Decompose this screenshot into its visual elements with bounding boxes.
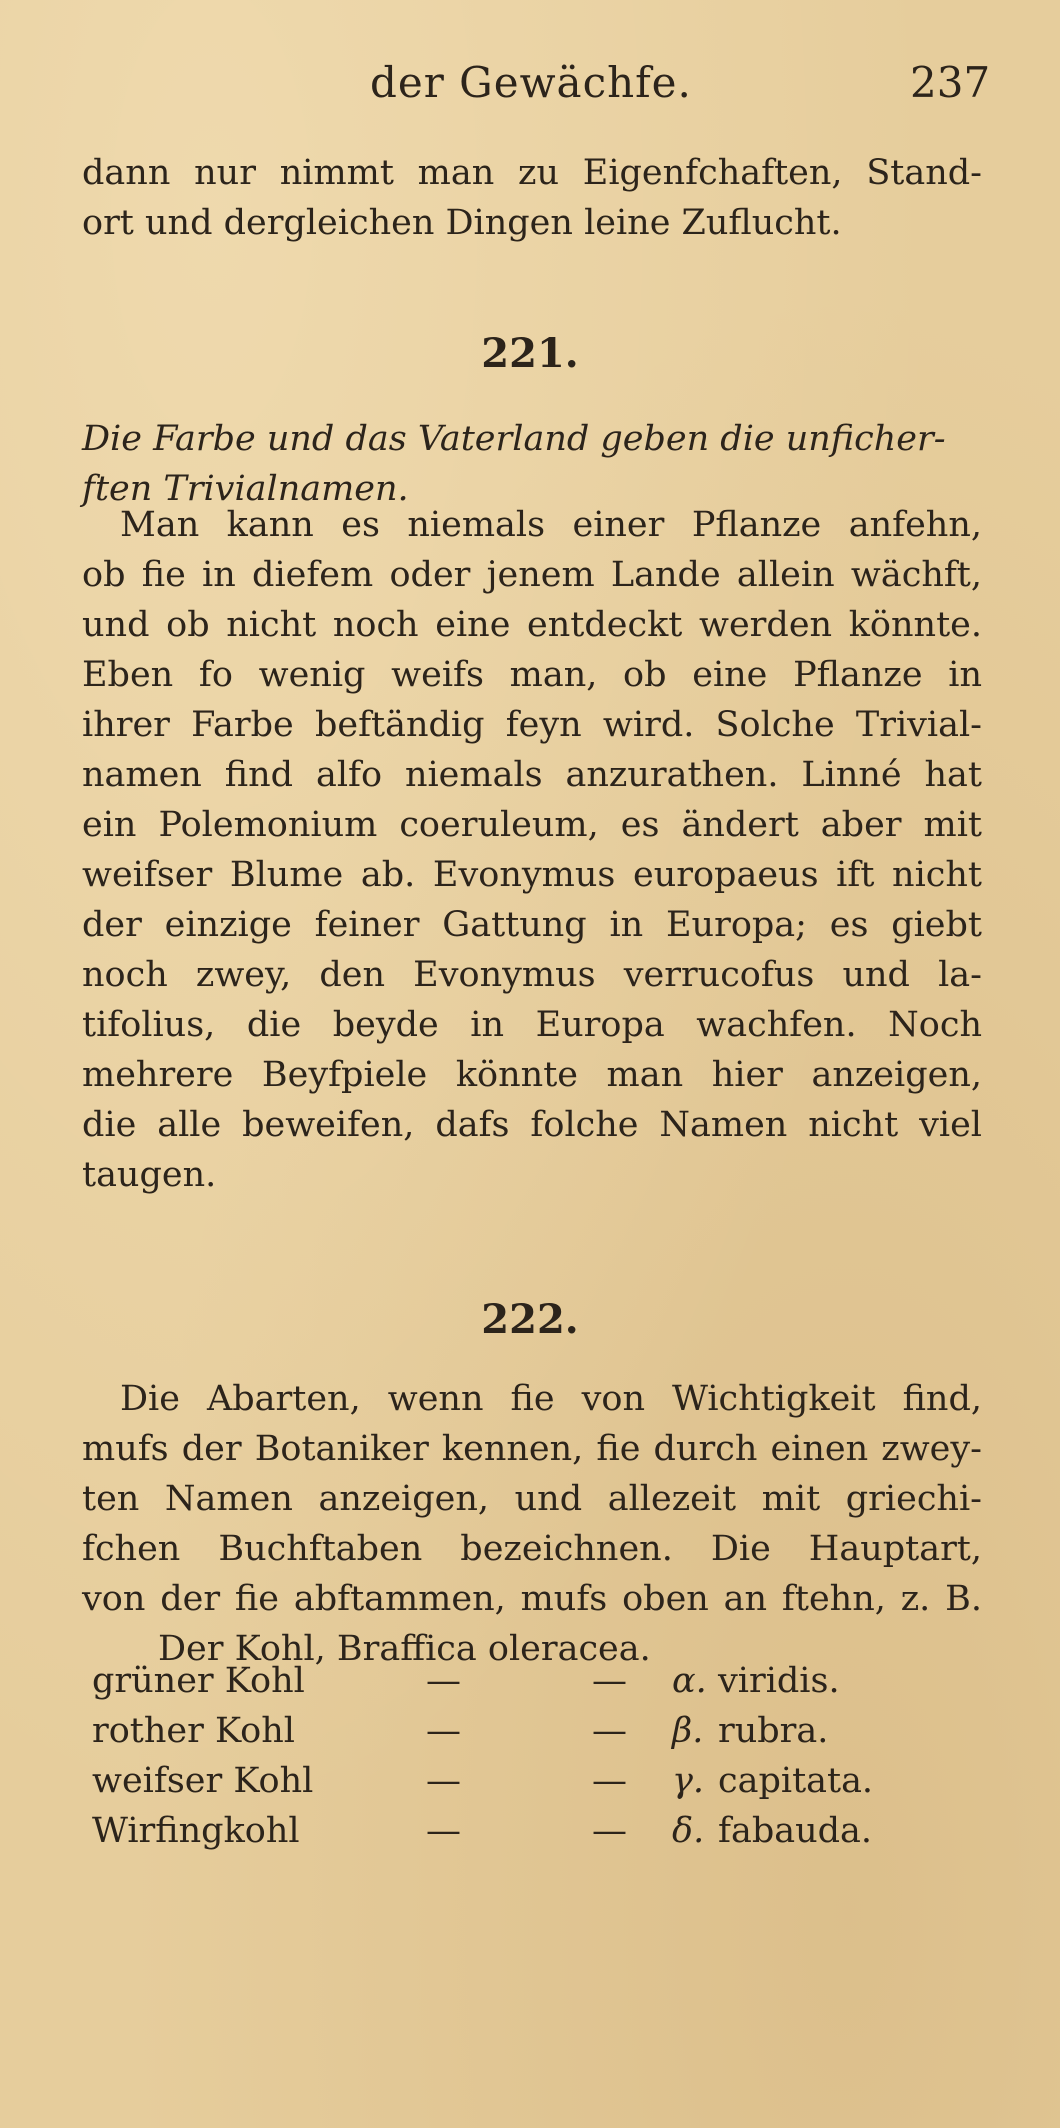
text-line: namen find alfo niemals anzurathen. Linné hat [82, 755, 982, 795]
text-line: von der fie abftammen, mufs oben an ftehn, z. B. [82, 1579, 982, 1619]
section-number-222: 222. [481, 1296, 579, 1343]
example-line: Der Kohl, Braffica oleracea. [158, 1629, 651, 1669]
section-221-body [82, 500, 982, 1200]
text-line: der einzige feiner Gattung in Europa; es giebt [82, 905, 982, 945]
text-line: mehrere Beyfpiele könnte man hier anzeigen, [82, 1055, 982, 1095]
text-line: Man kann es niemals einer Pflanze anfehn, [120, 505, 982, 545]
variety-latin-name: rubra. [718, 1711, 829, 1751]
text-line: ihrer Farbe beftändig feyn wird. Solche Trivial- [82, 705, 982, 745]
text-line: noch zwey, den Evonymus verrucofus und la- [82, 955, 982, 995]
text-line: fchen Buchftaben bezeichnen. Die Hauptart, [82, 1529, 982, 1569]
running-head [0, 58, 1060, 118]
section-heading-line: ften Trivialnamen. [82, 469, 409, 509]
variety-name: weifser Kohl [92, 1761, 314, 1801]
variety-dash: — [592, 1761, 627, 1801]
page-number: 237 [910, 58, 991, 107]
variety-name: rother Kohl [92, 1711, 295, 1751]
variety-row [92, 1656, 952, 1706]
variety-dash: — [426, 1661, 461, 1701]
text-line: ein Polemonium coeruleum, es ändert aber mit [82, 805, 982, 845]
text-line: taugen. [82, 1155, 217, 1195]
variety-name: grüner Kohl [92, 1661, 305, 1701]
intro-paragraph [82, 148, 982, 248]
variety-dash: — [426, 1711, 461, 1751]
variety-greek-letter: α. [672, 1661, 707, 1701]
variety-row [92, 1806, 952, 1856]
variety-dash: — [426, 1761, 461, 1801]
text-line: ten Namen anzeigen, und allezeit mit griechi- [82, 1479, 982, 1519]
variety-latin-name: viridis. [718, 1661, 840, 1701]
text-line: Eben fo wenig weifs man, ob eine Pflanze in [82, 655, 982, 695]
variety-row [92, 1706, 952, 1756]
variety-dash: — [592, 1811, 627, 1851]
section-222-body [82, 1374, 982, 1674]
variety-name: Wirfingkohl [92, 1811, 300, 1851]
text-line: die alle beweifen, dafs folche Namen nicht viel [82, 1105, 982, 1145]
variety-greek-letter: δ. [672, 1811, 705, 1851]
variety-latin-name: capitata. [718, 1761, 874, 1801]
variety-dash: — [592, 1711, 627, 1751]
text-line: und ob nicht noch eine entdeckt werden könnte. [82, 605, 982, 645]
variety-greek-letter: β. [672, 1711, 704, 1751]
variety-row [92, 1756, 952, 1806]
section-221-heading [82, 414, 982, 514]
running-title: der Gewächfe. [370, 58, 692, 107]
text-line: dann nur nimmt man zu Eigenfchaften, Stand- [82, 153, 982, 193]
text-line: mufs der Botaniker kennen, fie durch einen zwey- [82, 1429, 982, 1469]
text-line: tifolius, die beyde in Europa wachfen. Noch [82, 1005, 982, 1045]
varieties-table [92, 1656, 952, 1856]
variety-greek-letter: γ. [672, 1761, 705, 1801]
section-heading-line: Die Farbe und das Vaterland geben die unficher- [82, 419, 946, 459]
text-line: Die Abarten, wenn fie von Wichtigkeit find, [120, 1379, 982, 1419]
variety-dash: — [592, 1661, 627, 1701]
text-line: ob fie in diefem oder jenem Lande allein wächft, [82, 555, 982, 595]
variety-dash: — [426, 1811, 461, 1851]
text-line: weifser Blume ab. Evonymus europaeus ift nicht [82, 855, 982, 895]
variety-latin-name: fabauda. [718, 1811, 873, 1851]
section-number-221: 221. [481, 330, 579, 377]
text-line: ort und dergleichen Dingen leine Zuflucht. [82, 203, 842, 243]
